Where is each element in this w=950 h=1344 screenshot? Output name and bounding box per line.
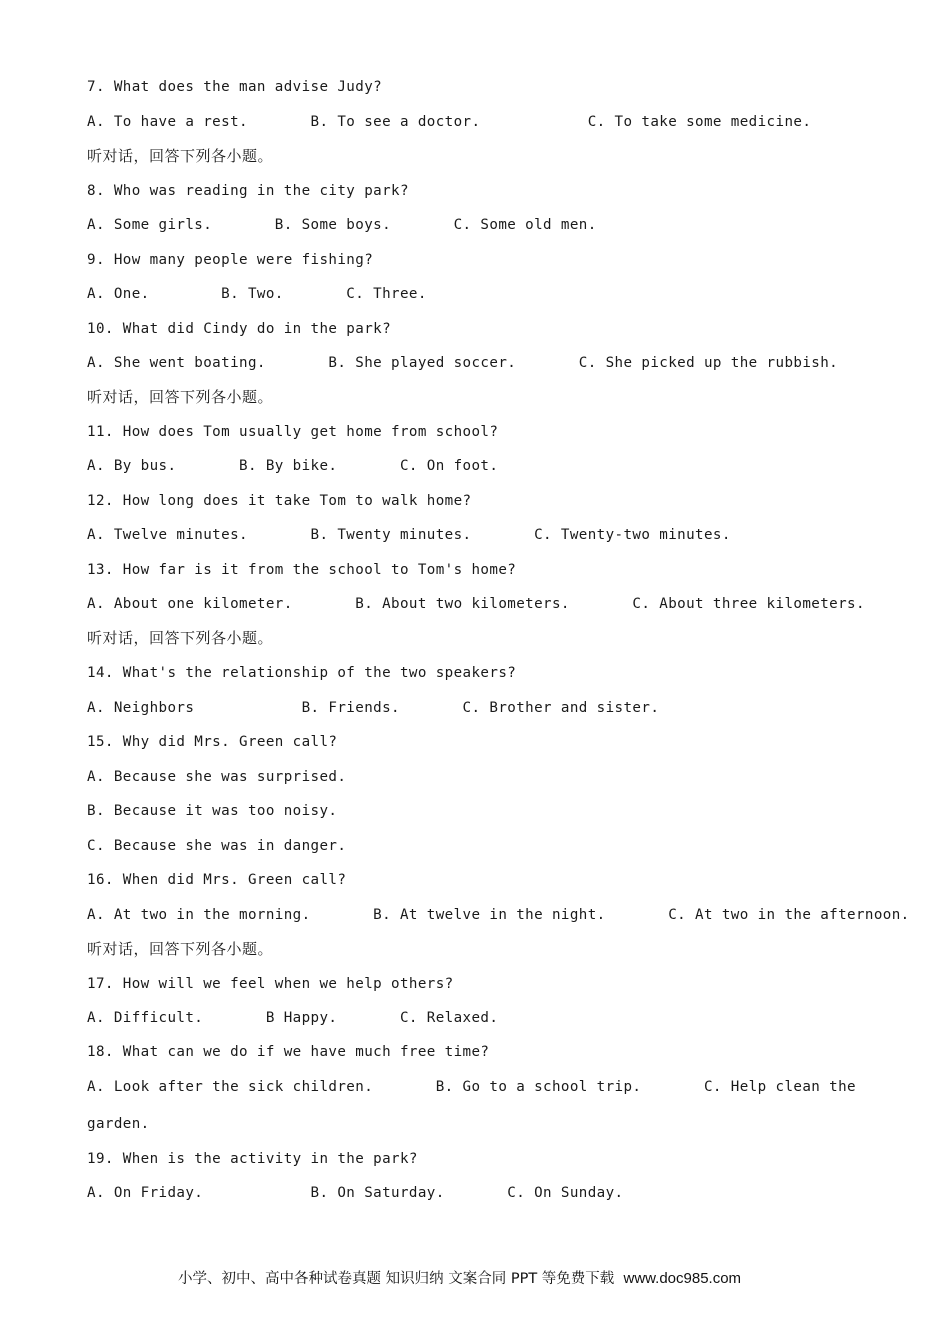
options-8: A. Some girls. B. Some boys. C. Some old men. xyxy=(87,217,597,233)
question-14: 14. What's the relationship of the two speakers? xyxy=(87,665,517,681)
options-12: A. Twelve minutes. B. Twenty minutes. C. Twenty-two minutes. xyxy=(87,527,731,543)
options-10: A. She went boating. B. She played soccer. C. She picked up the rubbish. xyxy=(87,355,839,371)
footer-url[interactable]: www.doc985.com xyxy=(623,1270,742,1287)
options-18-continued: garden. xyxy=(87,1116,150,1132)
section-instruction: 听对话，回答下列各小题。 xyxy=(87,940,274,958)
options-18: A. Look after the sick children. B. Go to a school trip. C. Help clean the xyxy=(87,1079,856,1095)
options-11: A. By bus. B. By bike. C. On foot. xyxy=(87,458,499,474)
footer-text: 小学、初中、高中各种试卷真题 知识归纳 文案合同 PPT 等免费下载 xyxy=(178,1271,624,1287)
option-15c: C. Because she was in danger. xyxy=(87,838,347,854)
question-13: 13. How far is it from the school to Tom's home? xyxy=(87,562,517,578)
options-9: A. One. B. Two. C. Three. xyxy=(87,286,427,302)
question-10: 10. What did Cindy do in the park? xyxy=(87,321,392,337)
option-15b: B. Because it was too noisy. xyxy=(87,803,338,819)
section-instruction: 听对话，回答下列各小题。 xyxy=(87,388,274,406)
question-18: 18. What can we do if we have much free time? xyxy=(87,1044,490,1060)
section-instruction: 听对话，回答下列各小题。 xyxy=(87,147,274,165)
question-19: 19. When is the activity in the park? xyxy=(87,1151,418,1167)
question-16: 16. When did Mrs. Green call? xyxy=(87,872,347,888)
question-8: 8. Who was reading in the city park? xyxy=(87,183,409,199)
question-11: 11. How does Tom usually get home from school? xyxy=(87,424,499,440)
page-footer xyxy=(178,1268,741,1290)
options-19: A. On Friday. B. On Saturday. C. On Sunday. xyxy=(87,1185,624,1201)
question-17: 17. How will we feel when we help others? xyxy=(87,976,454,992)
question-7: 7. What does the man advise Judy? xyxy=(87,79,383,95)
options-14: A. Neighbors B. Friends. C. Brother and sister. xyxy=(87,700,660,716)
options-7: A. To have a rest. B. To see a doctor. C. To take some medicine. xyxy=(87,114,812,130)
options-13: A. About one kilometer. B. About two kilometers. C. About three kilometers. xyxy=(87,596,865,612)
question-9: 9. How many people were fishing? xyxy=(87,252,374,268)
option-15a: A. Because she was surprised. xyxy=(87,769,347,785)
question-12: 12. How long does it take Tom to walk home? xyxy=(87,493,472,509)
options-17: A. Difficult. B Happy. C. Relaxed. xyxy=(87,1010,499,1026)
question-15: 15. Why did Mrs. Green call? xyxy=(87,734,338,750)
section-instruction: 听对话，回答下列各小题。 xyxy=(87,629,274,647)
options-16: A. At two in the morning. B. At twelve in the night. C. At two in the afternoon. xyxy=(87,907,910,923)
